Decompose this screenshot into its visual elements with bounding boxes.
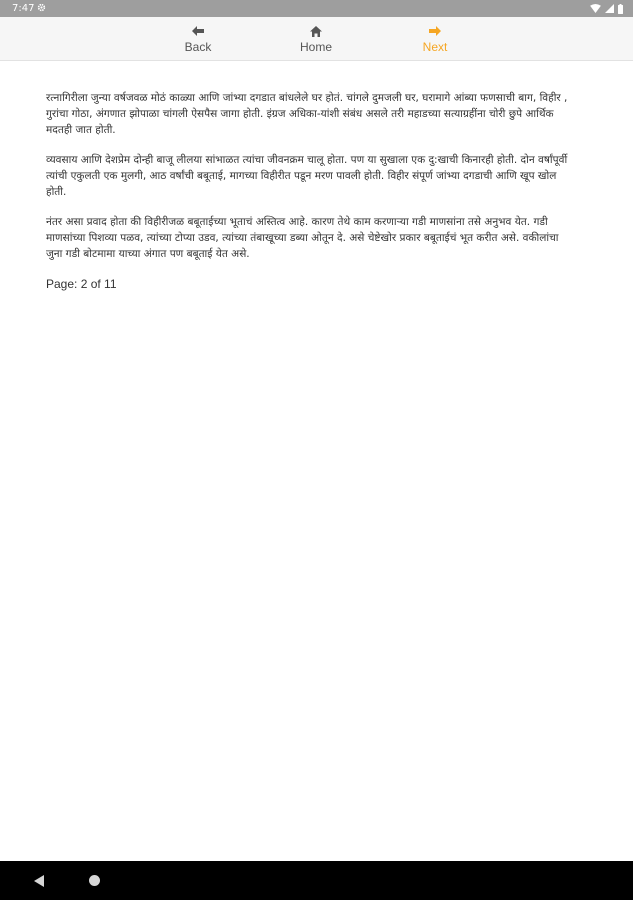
reader-toolbar — [0, 17, 633, 61]
back-label: Back — [184, 40, 212, 54]
next-button[interactable] — [400, 17, 470, 60]
settings-gear-icon — [37, 0, 46, 17]
cell-signal-icon — [605, 4, 614, 13]
home-label: Home — [299, 40, 332, 54]
story-paragraph: व्यवसाय आणि देशप्रेम दोन्ही बाजू लीलया सांभाळत त्यांचा जीवनक्रम चालू होता. पण या सुखाला एक दु:खाची किनारही होती. दोन वर्षांपूर्वी त्यांची एकुलती एक मुलगी, आठ वर्षांची बबूताई, मागच्या विहीरीत पडून मरण पावली होती. विहीर संपूर्ण जांभ्या दगडाची आणि खूप खोल होती. — [46, 154, 568, 198]
arrow-right-icon — [429, 25, 441, 37]
wifi-icon — [590, 4, 601, 13]
story-content — [46, 90, 571, 292]
system-nav-bar — [0, 861, 633, 900]
page-indicator: Page: 2 of 11 — [46, 277, 117, 291]
story-paragraph: नंतर असा प्रवाद होता की विहीरीजळ बबूताईच्या भूताचं अस्तित्व आहे. कारण तेथे काम करणाऱ्या गडी माणसांना तसे अनुभव येत. गडी माणसांच्या पिशव्या पळव, त्यांच्या टोप्या उडव, त्यांच्या तंबाखूच्या डब्या ओतून दे. असे चेष्टेखोर प्रकार बबूताईचं भूत करीत असे. वकीलांचा जुना गडी बोटमामा याच्या अंगात पण बबूताई येत असे. — [46, 216, 559, 260]
home-icon — [310, 25, 322, 37]
arrow-left-icon — [192, 25, 204, 37]
status-time: 7:47 — [12, 3, 35, 14]
nav-home-circle-icon[interactable] — [89, 875, 100, 886]
next-label: Next — [422, 40, 448, 54]
status-bar — [0, 0, 633, 17]
home-button[interactable] — [281, 17, 351, 60]
battery-icon — [618, 4, 623, 14]
story-paragraph: रत्नागिरीला जुन्या वर्षजवळ मोठं काळ्या आणि जांभ्या दगडात बांधलेले घर होतं. चांगले दुमजली घर, घरामागे आंब्या फणसाची बाग, विहीर , गुरांचा गोठा, अंगणात झोपाळा चांगली ऐसपैस जागा होती. इंग्रज अधिका-यांशी संबंध असले तरी महाडच्या सत्याग्रहींना चोरी छुपे आर्थिक मदतही जात होती. — [46, 92, 568, 136]
back-button[interactable] — [163, 17, 233, 60]
nav-back-triangle-icon[interactable] — [32, 873, 46, 889]
status-icons — [590, 3, 623, 14]
